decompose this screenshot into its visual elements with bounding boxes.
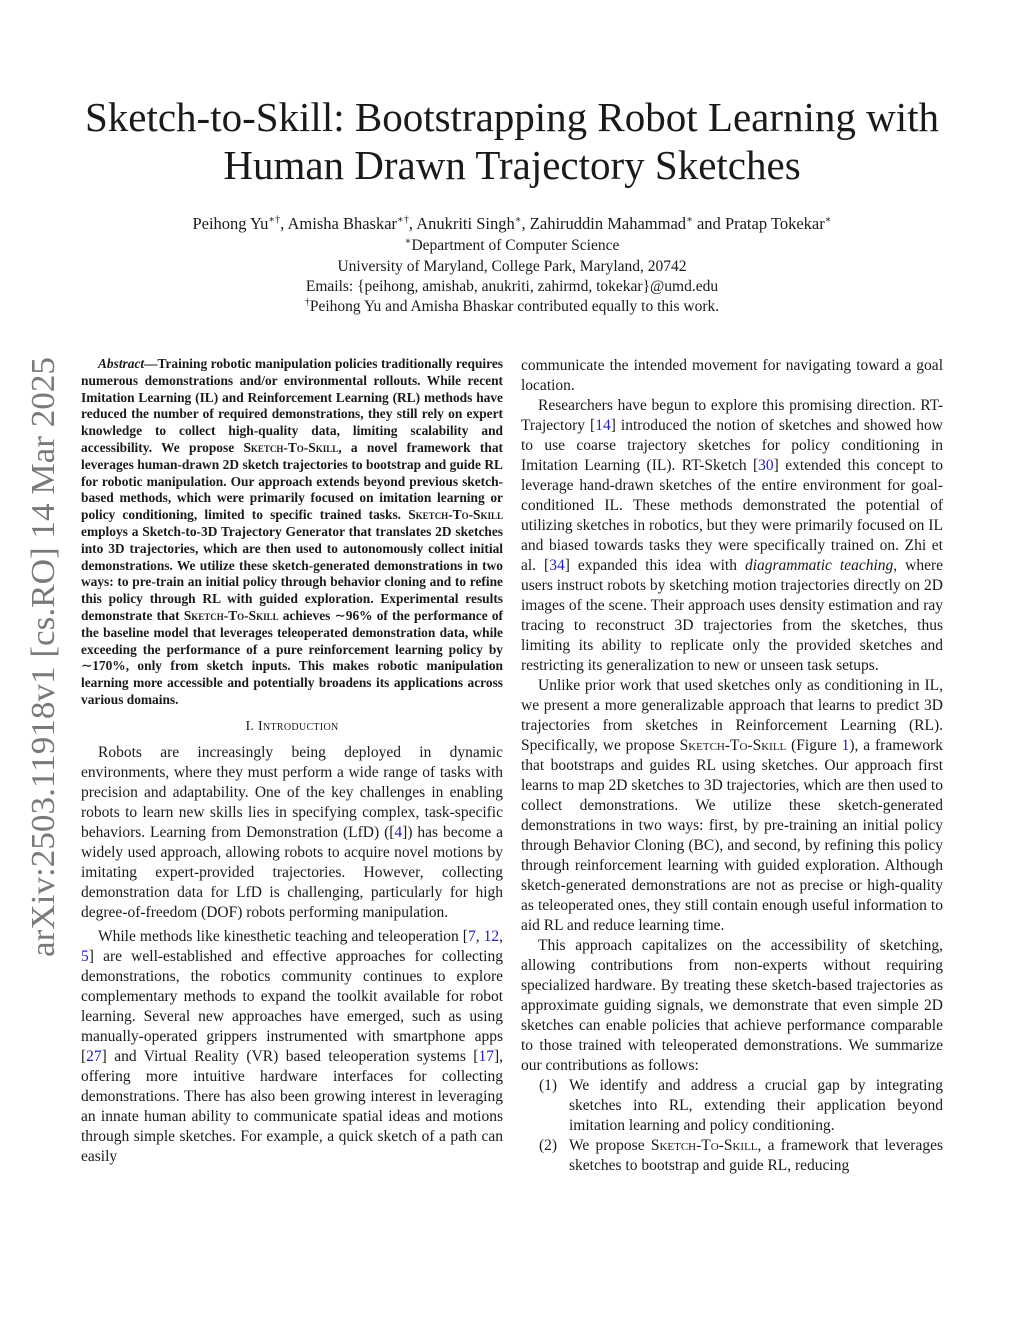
accessibility-paragraph: This approach capitalizes on the accessibility of sketching, allowing contributions from non-experts without requiring specialized hardware. By treating these sketch-based trajectories as approximate guiding signals, we demonstrate that even simple 2D sketches can enable policies that achieve performance comparable to those trained with teleoperated demonstrations. We summarize our contributions as follows: xyxy=(521,937,943,1074)
method-name: Sketch-To-Skill xyxy=(408,507,503,523)
paper-title xyxy=(50,93,974,189)
related-work-paragraph: Researchers have begun to explore this promising direction. RT-Trajectory [14] introduced the notion of sketches and showed how to use coarse trajectory sketches for policy conditioning in Imitation Learning (IL). RT-Sketch [30] extended this concept to leverage hand-drawn sketches of the entire environment for goal-conditioned IL. These methods demonstrated the potential of utilizing sketches in robotics, but they were primarily focused on IL and biased towards tasks they were specifically trained on. Zhi et al. [34] expanded this idea with diagrammatic teaching, where users instruct robots by sketching motion trajectories directly on 2D images of the scene. Their approach uses density estimation and ray tracing to reconstruct 3D trajectories from the sketches, thus limiting its ability to replicate only the provided sketches and restricting its generalization to new or unseen task setups. xyxy=(521,397,943,674)
author: Anukriti Singh∗, xyxy=(416,214,530,233)
right-column xyxy=(521,356,943,1176)
affiliation-university: University of Maryland, College Park, Maryland, 20742 xyxy=(337,258,687,275)
list-number: (2) xyxy=(539,1137,558,1154)
citation-link[interactable]: 4 xyxy=(394,823,403,841)
citation-link[interactable]: 34 xyxy=(549,557,565,574)
method-name: Sketch-To-Skill xyxy=(183,607,279,623)
title-line-1: Sketch-to-Skill: Bootstrapping Robot Learning with xyxy=(84,94,940,140)
contribution-item: (2) We propose Sketch-To-Skill, a framework that leverages sketches to bootstrap and guide RL, reducing xyxy=(539,1137,943,1174)
method-name: Sketch-To-Skill xyxy=(650,1137,758,1154)
citation-link[interactable]: 14 xyxy=(595,417,611,434)
contribution-item: (1) We identify and address a crucial gap by integrating sketches into RL, extending their application beyond imitation learning and policy conditioning. xyxy=(539,1077,943,1134)
continued-paragraph: communicate the intended movement for navigating toward a goal location. xyxy=(521,357,943,394)
intro-paragraph-2: While methods like kinesthetic teaching and teleoperation [7, 12, 5] are well-established and effective approaches for collecting demonstrations, the robotics community continues to explore complementary methods to expand the toolkit available for robot learning. Several new approaches have emerged, such as using manually-operated grippers instrumented with smartphone apps [27] and Virtual Reality (VR) based teleoperation systems [17], offering more intuitive hardware interfaces for collecting demonstrations. There has also been growing interest in leveraging an innate human ability to communicate spatial ideas and motions through simple sketches. For example, a quick sketch of a path can easily xyxy=(81,927,504,1165)
arxiv-stamp xyxy=(6,345,66,965)
citation-link[interactable]: 30 xyxy=(758,457,774,474)
author: Amisha Bhaskar∗†, xyxy=(287,214,417,233)
author: Zahiruddin Mahammad∗ and xyxy=(529,214,725,233)
title-line-2: Human Drawn Trajectory Sketches xyxy=(223,142,801,188)
citation-link[interactable]: 12 xyxy=(483,927,500,945)
citation-link[interactable]: 27 xyxy=(86,1047,102,1065)
figure-link[interactable]: 1 xyxy=(841,737,850,754)
abstract: Abstract—Training robotic manipulation policies traditionally requires numerous demonstrations and/or environmental rollouts. While recent Imitation Learning (IL) and Reinforcement Learning (RL) methods have reduced the number of required demonstrations, they still rely on expert knowledge to collect high-quality data, limiting scalability and accessibility. We propose Sketch-To-Skill, a novel framework that leverages human-drawn 2D sketch trajectories to bootstrap and guide RL for robotic manipulation. Our approach extends beyond previous sketch-based methods, which were primarily focused on imitation learning or policy conditioning, limited to specific trained tasks. Sketch-To-Skill employs a Sketch-to-3D Trajectory Generator that translates 2D sketches into 3D trajectories, which are then used to autonomously collect initial demonstrations. We utilize these sketch-generated demonstrations in two ways: to pre-train an initial policy through behavior cloning and to refine this policy through RL with guided exploration. Experimental results demonstrate that Sketch-To-Skill achieves ∼96% of the performance of the baseline model that leverages teleoperated demonstration data, while exceeding the performance of a pure reinforcement learning policy by ∼170%, only from sketch inputs. This makes robotic manipulation learning more accessible and potentially broadens its applications across various domains. xyxy=(81,356,503,707)
citation-link[interactable]: 17 xyxy=(478,1047,494,1065)
equal-contribution-note: †Peihong Yu and Amisha Bhaskar contributed equally to this work. xyxy=(304,296,720,315)
author-list xyxy=(70,214,954,234)
citation-link[interactable]: 7 xyxy=(467,927,476,945)
author: Peihong Yu∗†, xyxy=(192,214,288,233)
section-heading-introduction: I. Introduction xyxy=(245,718,339,734)
citation-link[interactable]: 5 xyxy=(81,947,89,965)
author-emails: Emails: {peihong, amishab, anukriti, zahirmd, tokekar}@umd.edu xyxy=(305,278,719,295)
method-name: Sketch-To-Skill xyxy=(243,439,339,455)
intro-paragraph-1: Robots are increasingly being deployed in dynamic environments, where they must perform a wide range of tasks with precision and adaptability. One of the key challenges in enabling robots to learn new skills lies in specifying complex, task-specific behaviors. Learning from Demonstration (LfD) ([4]) has become a widely used approach, allowing robots to acquire novel motions by imitating expert-provided trajectories. However, collecting demonstration data for LfD is challenging, particularly for high degree-of-freedom (DOF) robots performing manipulation. xyxy=(81,743,503,921)
author: Pratap Tokekar∗ xyxy=(724,214,832,233)
left-column xyxy=(81,356,503,1167)
method-name: Sketch-To-Skill xyxy=(679,737,787,754)
affiliation-dept: ∗Department of Computer Science xyxy=(404,235,620,254)
approach-paragraph: Unlike prior work that used sketches only as conditioning in IL, we present a more generalizable approach that learns to predict 3D trajectories from sketches in Reinforcement Learning (RL). Specifically, we propose Sketch-To-Skill (Figure 1), a framework that bootstraps and guides RL using sketches. Our approach first learns to map 2D sketches to 3D trajectories, which are then used to collect demonstrations. We utilize these sketch-generated demonstrations in two ways: first, by pre-training an initial policy through Behavior Cloning (BC), and second, by refining this policy through reinforcement learning with guided exploration. Although sketch-generated demonstrations are not as precise or high-quality as teleoperated ones, they still contain enough useful information to aid RL and reduce learning time. xyxy=(521,677,943,934)
arxiv-id: arXiv:2503.11918v1 [cs.RO] 14 Mar 2025 xyxy=(25,385,62,957)
list-number: (1) xyxy=(539,1077,558,1094)
